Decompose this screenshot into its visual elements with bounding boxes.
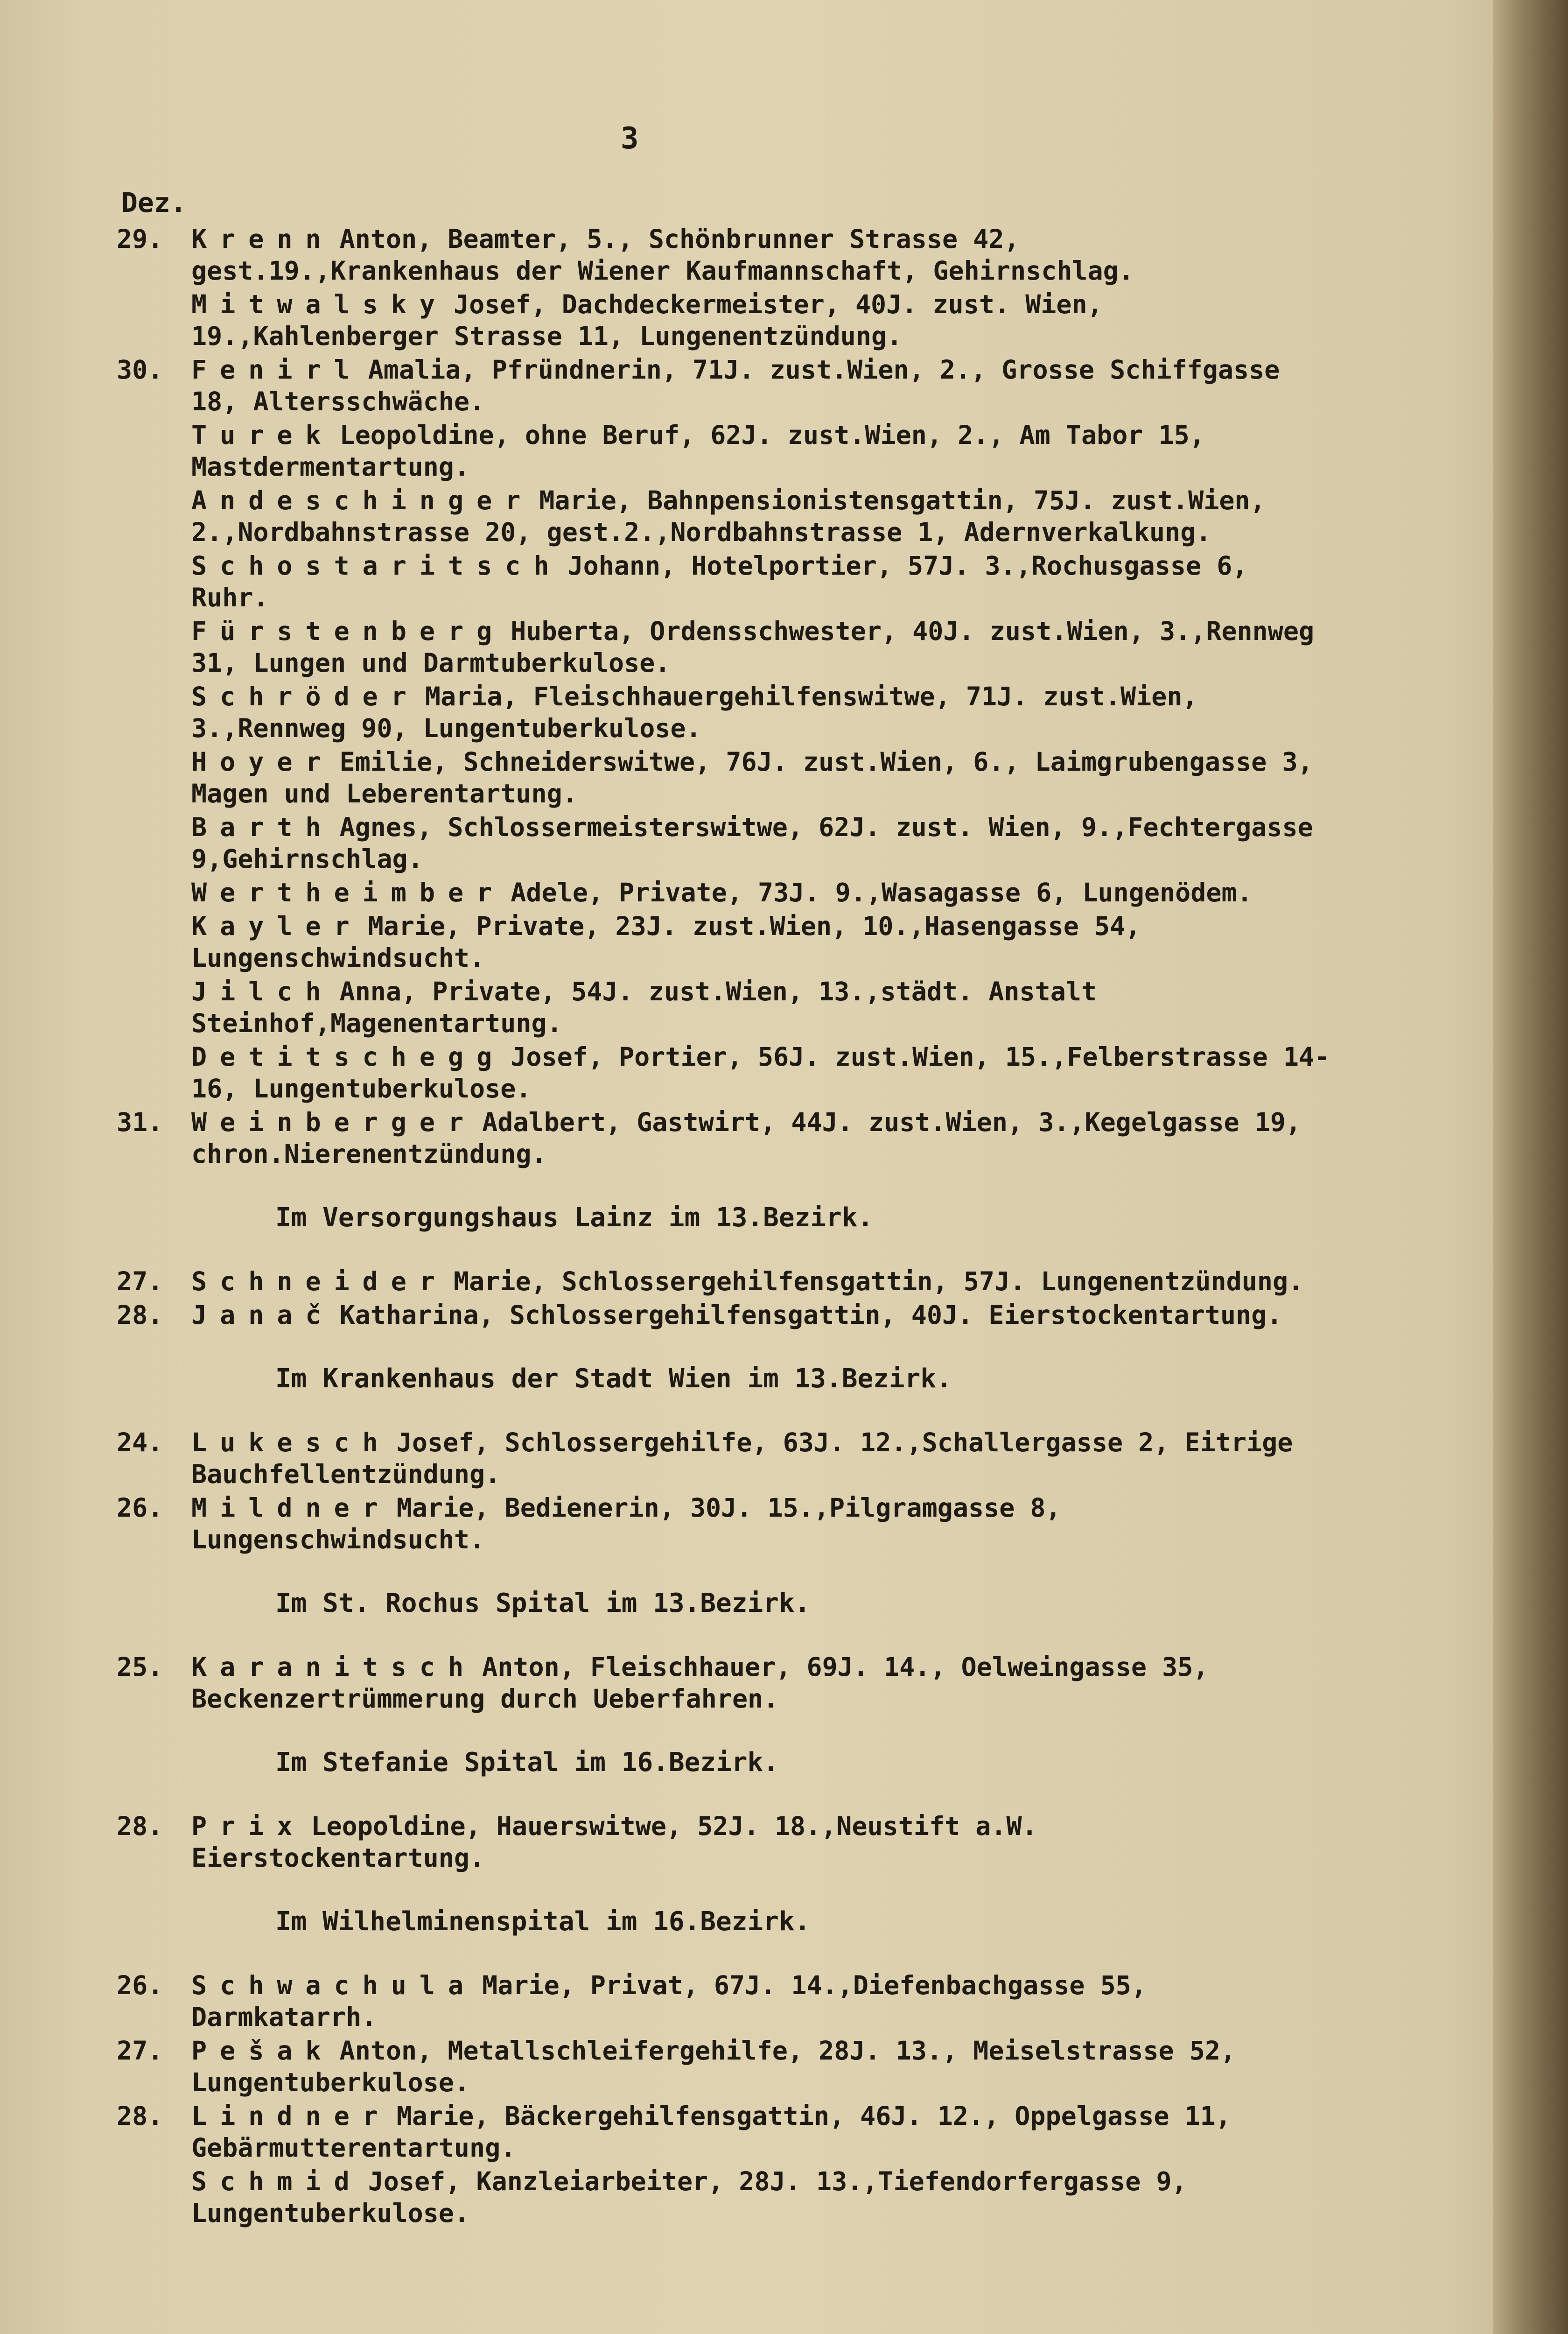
- register-entry: [117, 1969, 1339, 2033]
- register-entry: [117, 1041, 1339, 1104]
- register-entry: [117, 1106, 1339, 1170]
- register-entry: [117, 1651, 1339, 1715]
- register-entry: [117, 811, 1339, 875]
- entry-surname: Krenn: [191, 224, 334, 254]
- death-register-content: [117, 187, 1339, 2231]
- entry-surname: Hoyer: [191, 747, 334, 777]
- entry-surname: Detitschegg: [191, 1042, 505, 1072]
- entry-text: Leopoldine, ohne Beruf, 62J. zust.Wien, 2., Am Tabor 15, Mastdermentartung.: [191, 420, 1205, 482]
- entry-surname: Barth: [191, 812, 334, 842]
- entry-surname: Schwachula: [191, 1970, 477, 2000]
- entry-day: 26.: [117, 1970, 163, 2000]
- entry-day: 26.: [117, 1493, 163, 1523]
- register-entry: [117, 746, 1339, 809]
- register-entry: [117, 550, 1339, 613]
- section-heading: Im Krankenhaus der Stadt Wien im 13.Bezirk.: [275, 1364, 952, 1394]
- entry-day: 27.: [117, 2036, 163, 2066]
- entry-text: Johann, Hotelportier, 57J. 3.,Rochusgasse 6, Ruhr.: [191, 551, 1248, 612]
- entry-surname: Weinberger: [191, 1107, 477, 1137]
- register-entry: [117, 223, 1339, 287]
- entry-text: Huberta, Ordensschwester, 40J. zust.Wien, 3.,Rennweg 31, Lungen und Darmtuberkulose.: [191, 616, 1315, 678]
- entry-text: Marie, Privat, 67J. 14.,Diefenbachgasse 55, Darmkatarrh.: [191, 1970, 1147, 2032]
- entry-day: 28.: [117, 2101, 163, 2131]
- register-entry: [117, 419, 1339, 483]
- entry-surname: Janač: [191, 1300, 334, 1330]
- section-heading: Im Versorgungshaus Lainz im 13.Bezirk.: [275, 1202, 874, 1233]
- entry-surname: Fürstenberg: [191, 616, 505, 646]
- entry-text: Anton, Fleischhauer, 69J. 14., Oelweingasse 35, Beckenzertrümmerung durch Ueberfahren.: [191, 1652, 1209, 1714]
- entry-surname: Schostaritsch: [191, 551, 562, 581]
- section-heading: Im Stefanie Spital im 16.Bezirk.: [275, 1747, 779, 1778]
- entry-text: Marie, Bahnpensionistensgattin, 75J. zust.Wien, 2.,Nordbahnstrasse 20, gest.2.,Nordbahnstrasse 1, Adernverkalkung.: [191, 485, 1266, 547]
- entry-surname: Prix: [191, 1811, 306, 1841]
- register-entry: [117, 485, 1339, 548]
- register-entry: [117, 1492, 1339, 1555]
- entry-day: 27.: [117, 1266, 163, 1296]
- section-heading: Im St. Rochus Spital im 13.Bezirk.: [275, 1588, 811, 1618]
- entry-surname: Kayler: [191, 911, 363, 941]
- entry-text: Agnes, Schlossermeisterswitwe, 62J. zust. Wien, 9.,Fechtergasse 9,Gehirnschlag.: [191, 812, 1313, 874]
- entry-day: 24.: [117, 1427, 163, 1457]
- register-entry: [117, 877, 1339, 908]
- entry-text: Anton, Metallschleifergehilfe, 28J. 13., Meiselstrasse 52, Lungentuberkulose.: [191, 2036, 1236, 2097]
- entry-surname: Schneider: [191, 1266, 448, 1296]
- register-entry: [117, 2165, 1339, 2229]
- register-entry: [117, 1810, 1339, 1874]
- entry-surname: Schmid: [191, 2166, 363, 2196]
- entry-surname: Pešak: [191, 2036, 334, 2066]
- entry-surname: Andeschinger: [191, 485, 534, 515]
- register-entry: [117, 2035, 1339, 2098]
- entry-day: 25.: [117, 1652, 163, 1682]
- entry-day: 30.: [117, 355, 163, 385]
- section-heading: Im Wilhelminenspital im 16.Bezirk.: [275, 1906, 811, 1937]
- register-entry: [117, 681, 1339, 744]
- entry-day: 29.: [117, 224, 163, 254]
- entry-text: Josef, Portier, 56J. zust.Wien, 15.,Felberstrasse 14-16, Lungentuberkulose.: [191, 1042, 1330, 1104]
- entry-surname: Mildner: [191, 1493, 391, 1523]
- entry-text: Josef, Schlossergehilfe, 63J. 12.,Schallergasse 2, Eitrige Bauchfellentzündung.: [191, 1427, 1293, 1489]
- entry-surname: Wertheimber: [191, 878, 505, 907]
- register-entry: [117, 354, 1339, 417]
- entry-text: Leopoldine, Hauerswitwe, 52J. 18.,Neustift a.W. Eierstockentartung.: [191, 1811, 1037, 1873]
- entry-day: 31.: [117, 1107, 163, 1137]
- register-entry: [117, 1427, 1339, 1490]
- entry-text: Adalbert, Gastwirt, 44J. zust.Wien, 3.,Kegelgasse 19, chron.Nierenentzündung.: [191, 1107, 1302, 1169]
- entry-surname: Schröder: [191, 682, 420, 711]
- register-entry: [117, 910, 1339, 974]
- register-entry: [117, 976, 1339, 1039]
- register-entry: [117, 288, 1339, 352]
- register-entry: [117, 615, 1339, 679]
- entry-surname: Karanitsch: [191, 1652, 477, 1682]
- entry-text: Marie, Schlossergehilfensgattin, 57J. Lungenentzündung.: [454, 1266, 1304, 1296]
- entry-surname: Mitwalsky: [191, 289, 448, 319]
- entry-text: Anton, Beamter, 5., Schönbrunner Strasse 42, gest.19.,Krankenhaus der Wiener Kaufmannschaft, Gehirnschlag.: [191, 224, 1134, 286]
- month-label: Dez.: [121, 187, 187, 218]
- entry-text: Adele, Private, 73J. 9.,Wasagasse 6, Lungenödem.: [511, 878, 1253, 907]
- entry-surname: Fenirl: [191, 355, 363, 385]
- entry-text: Marie, Bäckergehilfensgattin, 46J. 12., Oppelgasse 11, Gebärmutterentartung.: [191, 2101, 1231, 2163]
- book-binding: [1493, 0, 1568, 2334]
- entry-text: Amalia, Pfründnerin, 71J. zust.Wien, 2., Grosse Schiffgasse 18, Altersschwäche.: [191, 355, 1280, 416]
- entry-day: 28.: [117, 1811, 163, 1841]
- register-entry: [117, 1299, 1339, 1331]
- entry-text: Maria, Fleischhauergehilfenswitwe, 71J. zust.Wien, 3.,Rennweg 90, Lungentuberkulose.: [191, 682, 1198, 743]
- entry-text: Josef, Kanzleiarbeiter, 28J. 13.,Tiefendorfergasse 9, Lungentuberkulose.: [191, 2166, 1187, 2228]
- entry-surname: Jilch: [191, 977, 334, 1006]
- entry-day: 28.: [117, 1300, 163, 1330]
- page-number: 3: [621, 121, 639, 156]
- entry-text: Katharina, Schlossergehilfensgattin, 40J. Eierstockentartung.: [339, 1300, 1282, 1330]
- entry-surname: Lindner: [191, 2101, 391, 2131]
- entry-text: Josef, Dachdeckermeister, 40J. zust. Wien, 19.,Kahlenberger Strasse 11, Lungenentzündung.: [191, 289, 1103, 351]
- register-entry: [117, 2100, 1339, 2164]
- entry-text: Anna, Private, 54J. zust.Wien, 13.,städt. Anstalt Steinhof,Magenentartung.: [191, 977, 1097, 1038]
- register-entry: [117, 1265, 1339, 1297]
- entry-surname: Turek: [191, 420, 334, 450]
- entry-text: Emilie, Schneiderswitwe, 76J. zust.Wien, 6., Laimgrubengasse 3, Magen und Leberentartung.: [191, 747, 1313, 808]
- entry-text: Marie, Bedienerin, 30J. 15.,Pilgramgasse 8, Lungenschwindsucht.: [191, 1493, 1061, 1554]
- entry-surname: Lukesch: [191, 1427, 391, 1457]
- entry-text: Marie, Private, 23J. zust.Wien, 10.,Hasengasse 54, Lungenschwindsucht.: [191, 911, 1141, 973]
